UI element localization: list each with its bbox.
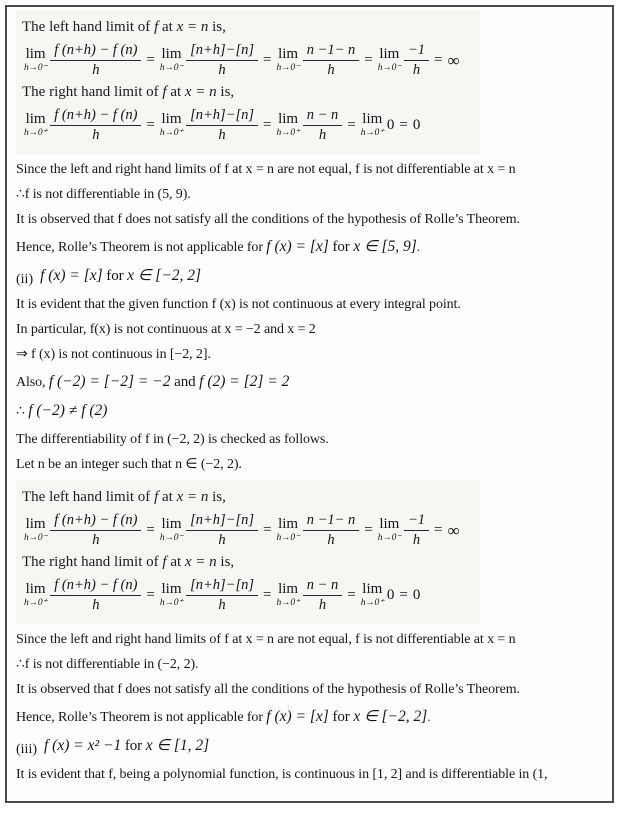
infinity-symbol: ∞ bbox=[447, 521, 460, 540]
math-inequality: f (−2) ≠ f (2) bbox=[28, 402, 108, 419]
denominator: h bbox=[218, 127, 226, 143]
right-hand-limit-intro-1 bbox=[22, 82, 474, 102]
para-not-differentiable-5-9: ∴f is not differentiable in (5, 9). bbox=[16, 187, 191, 202]
fraction bbox=[303, 513, 360, 548]
period: . bbox=[427, 709, 431, 724]
math-domain: x ∈ [−2, 2] bbox=[353, 708, 428, 725]
math-domain: x ∈ [−2, 2] bbox=[127, 267, 202, 284]
limit-term bbox=[361, 112, 395, 139]
limit-operator bbox=[160, 582, 183, 609]
denominator: h bbox=[92, 127, 100, 143]
limit-operator bbox=[160, 47, 183, 74]
intro-text: The right hand limit of bbox=[22, 84, 163, 100]
fraction bbox=[50, 513, 141, 548]
numerator: f (n+h) − f (n) bbox=[50, 108, 141, 126]
limit-operator bbox=[361, 582, 384, 609]
also-word: Also, bbox=[16, 375, 49, 390]
lim-word: lim bbox=[278, 581, 299, 598]
para-evident-iii: It is evident that f, being a polynomial function, is continuous in [1, 2] and is differentiable in (1, bbox=[16, 767, 548, 782]
zero-result: 0 bbox=[412, 117, 421, 133]
para-not-differentiable-m2-2: ∴f is not differentiable in (−2, 2). bbox=[16, 657, 199, 672]
fraction bbox=[50, 43, 141, 78]
denominator: h bbox=[218, 597, 226, 613]
para-since-limits-2: Since the left and right hand limits of f at x = n are not equal, f is not differentiable at x = n bbox=[16, 632, 516, 647]
page-border-frame bbox=[5, 5, 614, 803]
para-evident-ii: It is evident that the given function f (x) is not continuous at every integral point. bbox=[16, 297, 461, 312]
lim-word: lim bbox=[278, 46, 299, 63]
limit-term bbox=[276, 513, 359, 548]
infinity-symbol: ∞ bbox=[447, 51, 460, 70]
numerator: n − n bbox=[303, 108, 343, 126]
math-f: f bbox=[154, 489, 159, 505]
fraction bbox=[303, 108, 343, 143]
fraction bbox=[186, 43, 258, 78]
para-let-n-integer: Let n be an integer such that n ∈ (−2, 2). bbox=[16, 457, 242, 472]
limit-operator bbox=[378, 47, 401, 74]
equals-sign: = bbox=[263, 52, 272, 68]
item-label-ii: (ii) bbox=[16, 272, 34, 287]
fraction bbox=[404, 43, 429, 78]
lim-word: lim bbox=[362, 581, 383, 598]
equals-sign: = bbox=[146, 587, 155, 603]
para-observed-2: It is observed that f does not satisfy all the conditions of the hypothesis of Rolle’s Theorem. bbox=[16, 682, 520, 697]
lim-subscript: h→0⁺ bbox=[159, 598, 184, 609]
right-hand-limit-intro-2 bbox=[22, 552, 474, 572]
intro-text: at bbox=[166, 84, 185, 100]
for-word: for bbox=[121, 738, 146, 754]
intro-text: at bbox=[158, 19, 177, 35]
limit-operator bbox=[276, 517, 299, 544]
intro-text: The right hand limit of bbox=[22, 554, 163, 570]
limit-term bbox=[24, 513, 141, 548]
limit-analysis-block-2 bbox=[16, 480, 480, 624]
for-word: for bbox=[328, 709, 354, 725]
lim-word: lim bbox=[362, 111, 383, 128]
equals-sign: = bbox=[263, 117, 272, 133]
for-word: for bbox=[102, 268, 128, 284]
left-hand-limit-formula-1 bbox=[24, 43, 474, 78]
equals-sign: = bbox=[434, 52, 443, 68]
para-differentiability-check: The differentiability of f in (−2, 2) is checked as follows. bbox=[16, 432, 329, 447]
numerator: −1 bbox=[404, 43, 429, 61]
limit-term bbox=[160, 578, 258, 613]
limit-term bbox=[24, 108, 141, 143]
math-f: f bbox=[162, 84, 167, 100]
limit-operator bbox=[24, 582, 47, 609]
para-also-values bbox=[16, 370, 603, 395]
intro-text: at bbox=[166, 554, 185, 570]
equals-sign: = bbox=[347, 117, 356, 133]
zero-result: 0 bbox=[412, 587, 421, 603]
and-word: and bbox=[170, 374, 200, 390]
para-in-particular: In particular, f(x) is not continuous at x = −2 and x = 2 bbox=[16, 322, 316, 337]
numerator: n −1− n bbox=[303, 43, 360, 61]
numerator: f (n+h) − f (n) bbox=[50, 578, 141, 596]
equals-sign: = bbox=[364, 522, 373, 538]
lim-subscript: h→0⁻ bbox=[24, 63, 48, 74]
lim-subscript: h→0⁻ bbox=[377, 533, 401, 544]
equals-sign: = bbox=[146, 52, 155, 68]
para-hence-not-applicable-1 bbox=[16, 235, 603, 260]
math-x-equals-n: x = n bbox=[176, 19, 209, 35]
para-f-values-not-equal bbox=[16, 399, 603, 424]
lim-subscript: h→0⁺ bbox=[24, 598, 48, 609]
lim-subscript: h→0⁺ bbox=[24, 128, 48, 139]
fraction bbox=[404, 513, 429, 548]
limit-term bbox=[160, 43, 258, 78]
numerator: n − n bbox=[303, 578, 343, 596]
limit-term bbox=[24, 578, 141, 613]
lim-subscript: h→0⁻ bbox=[159, 63, 184, 74]
fraction bbox=[50, 578, 141, 613]
math-fx-floor: f (x) = [x] bbox=[266, 708, 329, 725]
equals-sign: = bbox=[146, 522, 155, 538]
limit-term bbox=[361, 582, 395, 609]
para-arrow-not-continuous: ⇒ f (x) is not continuous in [−2, 2]. bbox=[16, 347, 211, 362]
lim-word: lim bbox=[25, 516, 46, 533]
para-part-iii bbox=[16, 734, 603, 759]
hence-text: Hence, Rolle’s Theorem is not applicable for bbox=[16, 240, 267, 255]
para-part-ii bbox=[16, 264, 603, 289]
limit-term bbox=[276, 108, 342, 143]
math-fx-quadratic: f (x) = x² −1 bbox=[44, 737, 122, 754]
lim-word: lim bbox=[161, 46, 182, 63]
intro-text: The left hand limit of bbox=[22, 489, 155, 505]
lim-word: lim bbox=[161, 516, 182, 533]
item-label-iii: (iii) bbox=[16, 742, 37, 757]
limit-analysis-block-1 bbox=[16, 10, 480, 154]
period: . bbox=[416, 239, 420, 254]
limit-operator bbox=[160, 112, 183, 139]
math-x-equals-n: x = n bbox=[184, 554, 217, 570]
lim-word: lim bbox=[161, 581, 182, 598]
math-fx-floor: f (x) = [x] bbox=[266, 238, 329, 255]
equals-sign: = bbox=[399, 117, 408, 133]
lim-word: lim bbox=[379, 46, 400, 63]
lim-subscript: h→0⁺ bbox=[276, 128, 300, 139]
limit-operator bbox=[276, 47, 299, 74]
numerator: −1 bbox=[404, 513, 429, 531]
limit-operator bbox=[378, 517, 401, 544]
lim-subscript: h→0⁻ bbox=[276, 63, 300, 74]
limit-operator bbox=[24, 47, 47, 74]
lim-subscript: h→0⁻ bbox=[159, 533, 184, 544]
denominator: h bbox=[218, 532, 226, 548]
math-domain: x ∈ [5, 9] bbox=[353, 238, 417, 255]
right-hand-limit-formula-2 bbox=[24, 578, 474, 613]
denominator: h bbox=[92, 532, 100, 548]
intro-text: at bbox=[158, 489, 177, 505]
math-f-minus2: f (−2) = [−2] = −2 bbox=[48, 373, 171, 390]
lim-word: lim bbox=[161, 111, 182, 128]
denominator: h bbox=[92, 62, 100, 78]
fraction bbox=[50, 108, 141, 143]
limit-term bbox=[24, 43, 141, 78]
math-x-equals-n: x = n bbox=[184, 84, 217, 100]
numerator: f (n+h) − f (n) bbox=[50, 513, 141, 531]
lim-subscript: h→0⁻ bbox=[276, 533, 300, 544]
denominator: h bbox=[327, 532, 335, 548]
limit-term bbox=[378, 43, 429, 78]
limit-term bbox=[276, 578, 342, 613]
lim-word: lim bbox=[278, 111, 299, 128]
equals-sign: = bbox=[263, 522, 272, 538]
equals-sign: = bbox=[263, 587, 272, 603]
left-hand-limit-intro-2 bbox=[22, 487, 474, 507]
lim-subscript: h→0⁻ bbox=[24, 533, 48, 544]
lim-word: lim bbox=[25, 46, 46, 63]
equals-sign: = bbox=[399, 587, 408, 603]
denominator: h bbox=[318, 127, 327, 143]
math-f-2: f (2) = [2] = 2 bbox=[199, 373, 290, 390]
numerator: f (n+h) − f (n) bbox=[50, 43, 141, 61]
right-hand-limit-formula-1 bbox=[24, 108, 474, 143]
lim-word: lim bbox=[25, 111, 46, 128]
intro-text: is, bbox=[216, 84, 235, 100]
fraction bbox=[186, 108, 258, 143]
intro-text: is, bbox=[216, 554, 235, 570]
intro-text: is, bbox=[208, 489, 226, 505]
intro-text: is, bbox=[208, 19, 226, 35]
limit-term bbox=[378, 513, 429, 548]
limit-term bbox=[160, 108, 258, 143]
therefore-symbol: ∴ bbox=[16, 404, 29, 419]
math-x-equals-n: x = n bbox=[176, 489, 209, 505]
lim-word: lim bbox=[379, 516, 400, 533]
lim-word: lim bbox=[278, 516, 299, 533]
left-hand-limit-intro-1 bbox=[22, 17, 474, 37]
denominator: h bbox=[92, 597, 100, 613]
fraction bbox=[186, 513, 258, 548]
para-observed-1: It is observed that f does not satisfy all the conditions of the hypothesis of Rolle’s Theorem. bbox=[16, 212, 520, 227]
numerator: [n+h]−[n] bbox=[186, 513, 258, 531]
denominator: h bbox=[327, 62, 335, 78]
lim-subscript: h→0⁺ bbox=[360, 128, 384, 139]
denominator: h bbox=[318, 597, 327, 613]
para-hence-not-applicable-2 bbox=[16, 705, 603, 730]
limit-operator bbox=[276, 582, 299, 609]
hence-text: Hence, Rolle’s Theorem is not applicable for bbox=[16, 710, 267, 725]
math-f: f bbox=[162, 554, 167, 570]
limit-operator bbox=[361, 112, 384, 139]
numerator: n −1− n bbox=[303, 513, 360, 531]
limit-operator bbox=[276, 112, 299, 139]
limit-term bbox=[160, 513, 258, 548]
math-f: f bbox=[154, 19, 159, 35]
para-since-limits-1: Since the left and right hand limits of f at x = n are not equal, f is not differentiable at x = n bbox=[16, 162, 516, 177]
fraction bbox=[303, 578, 343, 613]
equals-sign: = bbox=[146, 117, 155, 133]
fraction bbox=[303, 43, 360, 78]
limit-operator bbox=[24, 112, 47, 139]
equals-sign: = bbox=[434, 522, 443, 538]
for-word: for bbox=[328, 239, 354, 255]
intro-text: The left hand limit of bbox=[22, 19, 155, 35]
limit-term bbox=[276, 43, 359, 78]
denominator: h bbox=[412, 532, 421, 548]
limit-operator bbox=[160, 517, 183, 544]
math-fx-floor: f (x) = [x] bbox=[40, 267, 103, 284]
fraction bbox=[186, 578, 258, 613]
denominator: h bbox=[412, 62, 421, 78]
limit-operator bbox=[24, 517, 47, 544]
numerator: [n+h]−[n] bbox=[186, 578, 258, 596]
zero-value: 0 bbox=[386, 117, 395, 133]
numerator: [n+h]−[n] bbox=[186, 43, 258, 61]
equals-sign: = bbox=[347, 587, 356, 603]
lim-subscript: h→0⁺ bbox=[276, 598, 300, 609]
equals-sign: = bbox=[364, 52, 373, 68]
zero-value: 0 bbox=[386, 587, 395, 603]
math-domain: x ∈ [1, 2] bbox=[145, 737, 210, 754]
left-hand-limit-formula-2 bbox=[24, 513, 474, 548]
lim-subscript: h→0⁻ bbox=[377, 63, 401, 74]
denominator: h bbox=[218, 62, 226, 78]
lim-word: lim bbox=[25, 581, 46, 598]
numerator: [n+h]−[n] bbox=[186, 108, 258, 126]
lim-subscript: h→0⁺ bbox=[159, 128, 184, 139]
lim-subscript: h→0⁺ bbox=[360, 598, 384, 609]
